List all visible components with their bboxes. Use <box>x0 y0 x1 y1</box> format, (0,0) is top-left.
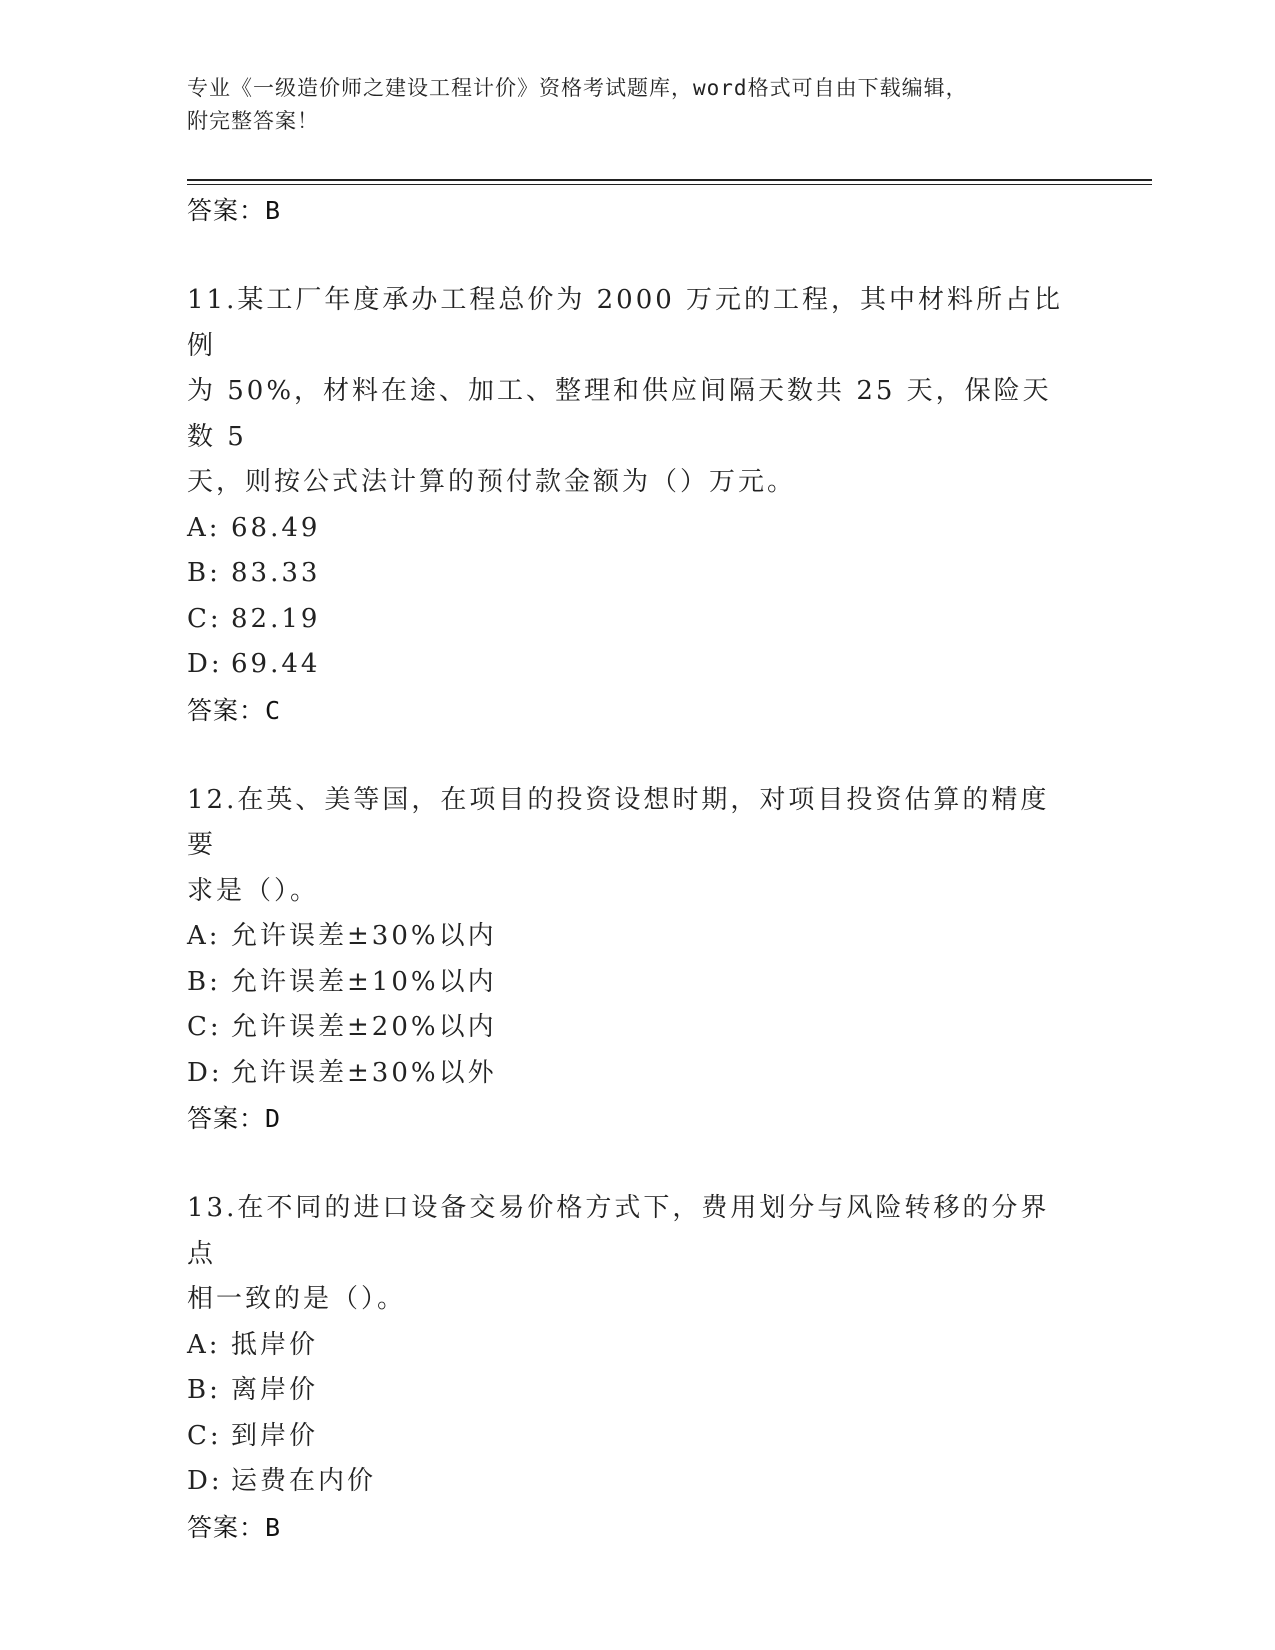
answer-line: 答案：C <box>187 695 282 725</box>
question-line: 为 50%，材料在途、加工、整理和供应间隔天数共 25 天，保险天数 5 <box>187 376 1052 452</box>
option-text: 82.19 <box>231 603 321 634</box>
option-text: 允许误差±10%以内 <box>231 966 497 997</box>
question-block <box>187 778 1067 1142</box>
option-a <box>187 506 1067 552</box>
option-b <box>187 1368 1067 1414</box>
option-letter: D: <box>187 1466 223 1496</box>
option-letter: C: <box>187 603 222 634</box>
question-block <box>187 278 1067 733</box>
header-line: 专业《一级造价师之建设工程计价》资格考试题库，word格式可自由下载编辑， <box>187 76 968 100</box>
option-letter: A: <box>187 1329 221 1360</box>
option-letter: A: <box>187 921 221 951</box>
option-text: 允许误差±30%以外 <box>231 1057 497 1088</box>
answer-line: 答案：B <box>187 1512 282 1542</box>
option-letter: D: <box>187 649 223 679</box>
answer-line: 答案：D <box>187 1104 282 1133</box>
question-line: 天，则按公式法计算的预付款金额为（）万元。 <box>187 467 797 497</box>
option-text: 到岸价 <box>231 1420 319 1451</box>
question-line: 求是（）。 <box>187 875 320 906</box>
option-a <box>187 1323 1067 1369</box>
question-text <box>187 278 1067 506</box>
option-text: 抵岸价 <box>231 1329 319 1360</box>
option-letter: C: <box>187 1420 222 1451</box>
option-d <box>187 1459 1067 1505</box>
option-text: 69.44 <box>231 649 321 679</box>
option-text: 83.33 <box>231 558 321 588</box>
document-body <box>187 188 1067 1550</box>
option-a <box>187 914 1067 960</box>
option-letter: C: <box>187 1012 222 1042</box>
option-letter: A: <box>187 512 221 543</box>
option-text: 离岸价 <box>231 1375 319 1405</box>
answer-line: 答案：B <box>187 196 282 225</box>
question-line: 相一致的是（）。 <box>187 1284 407 1314</box>
question-line: 12.在英、美等国，在项目的投资设想时期，对项目投资估算的精度要 <box>187 784 1050 860</box>
question-line: 13.在不同的进口设备交易价格方式下，费用划分与风险转移的分界点 <box>187 1193 1050 1269</box>
page-header <box>187 72 1087 138</box>
header-divider-thin <box>187 184 1152 185</box>
option-text: 运费在内价 <box>231 1466 377 1496</box>
option-c <box>187 1005 1067 1051</box>
option-letter: B: <box>187 558 221 588</box>
question-line: 11.某工厂年度承办工程总价为 2000 万元的工程，其中材料所占比例 <box>187 285 1064 361</box>
option-text: 68.49 <box>231 512 321 543</box>
question-text <box>187 1186 1067 1323</box>
option-letter: B: <box>187 1375 221 1405</box>
option-letter: D: <box>187 1057 223 1088</box>
option-d <box>187 642 1067 688</box>
option-c <box>187 597 1067 643</box>
option-c <box>187 1414 1067 1460</box>
option-text: 允许误差±30%以内 <box>231 921 497 951</box>
option-b <box>187 551 1067 597</box>
option-text: 允许误差±20%以内 <box>231 1012 497 1042</box>
header-divider <box>187 179 1152 181</box>
question-block <box>187 1186 1067 1550</box>
header-line: 附完整答案！ <box>187 109 319 133</box>
option-b <box>187 960 1067 1006</box>
option-d <box>187 1051 1067 1097</box>
question-text <box>187 778 1067 915</box>
option-letter: B: <box>187 966 221 997</box>
